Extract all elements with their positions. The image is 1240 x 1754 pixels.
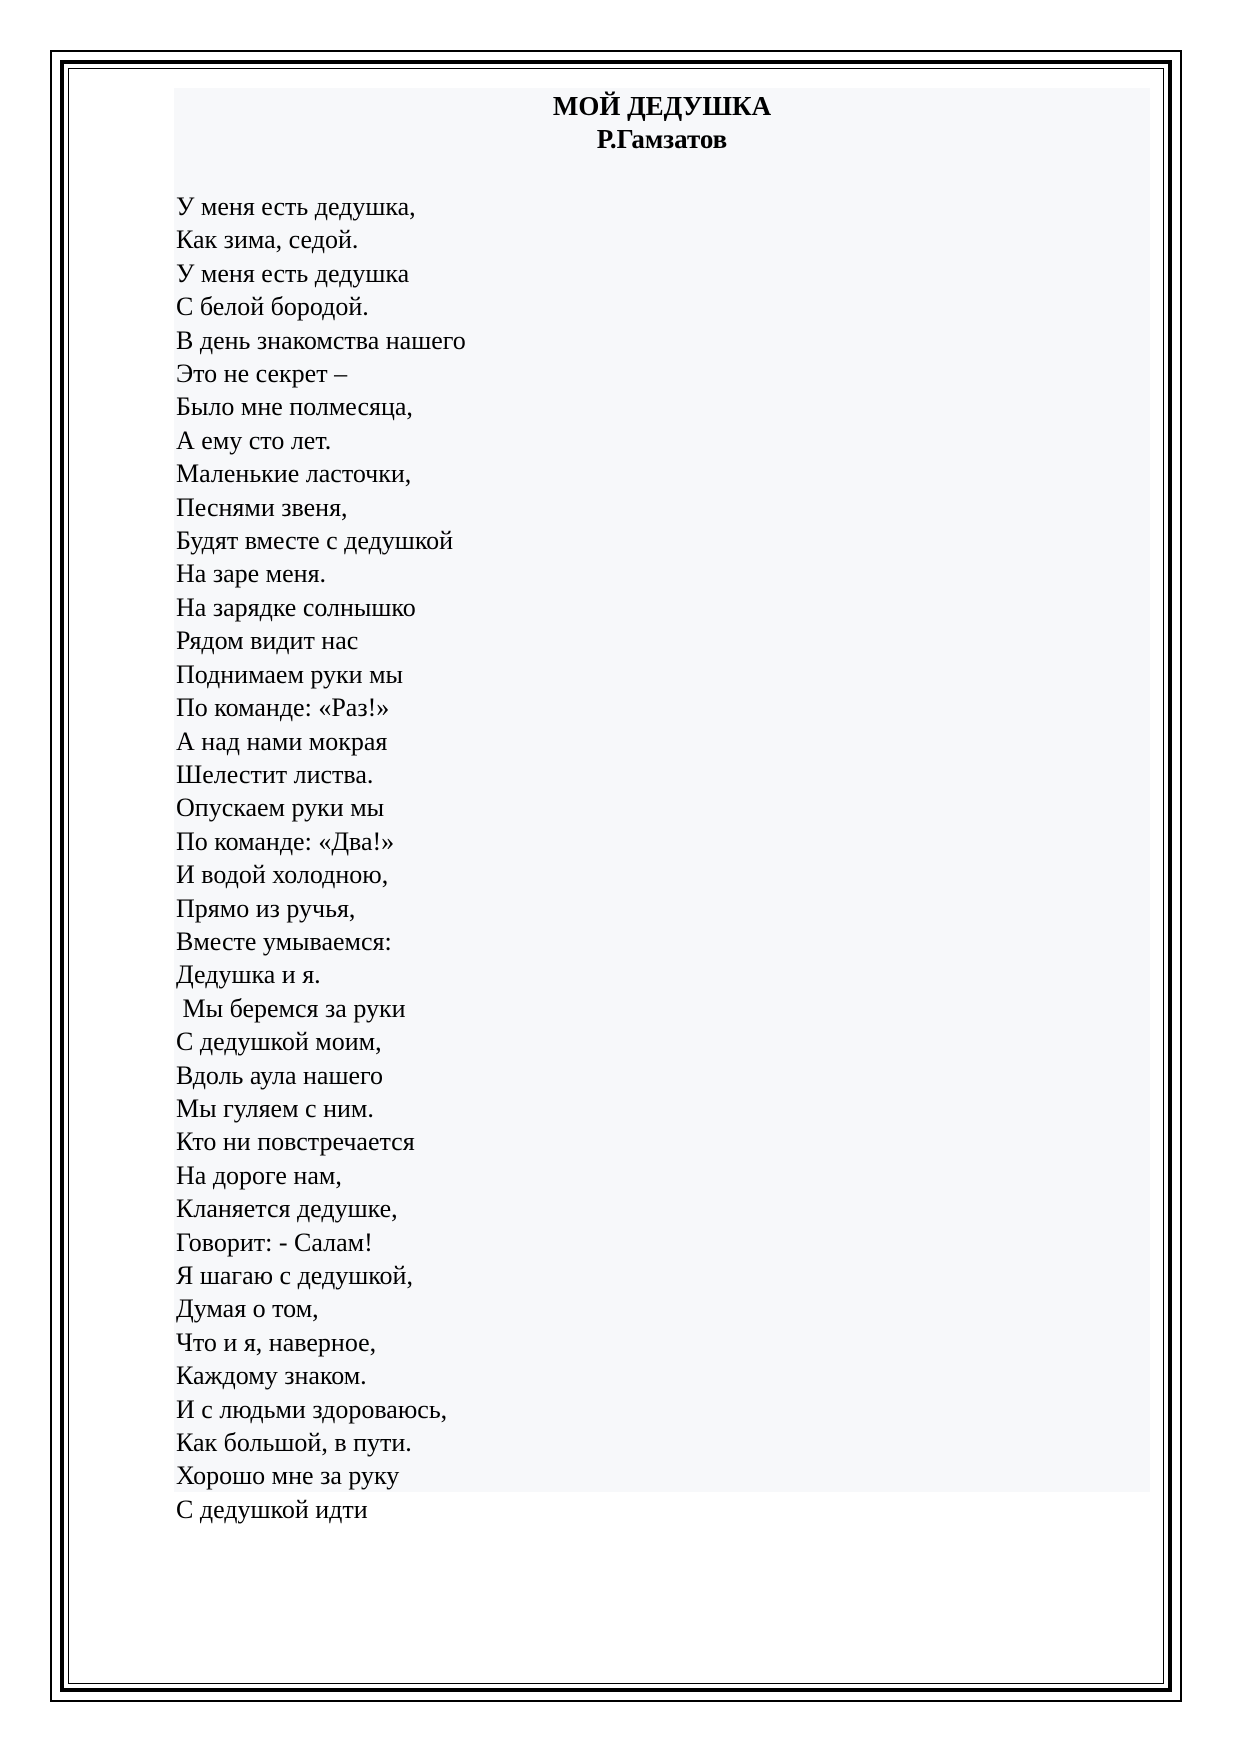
poem-line: Что и я, наверное,	[176, 1327, 377, 1357]
poem-line: Говорит: - Салам!	[176, 1227, 373, 1257]
poem-line: Я шагаю с дедушкой,	[176, 1261, 413, 1290]
poem-line: Маленькие ласточки,	[176, 459, 412, 489]
poem-line: С дедушкой моим,	[176, 1027, 382, 1057]
poem-line: Вдоль аула нашего	[176, 1060, 384, 1090]
poem-line: Кланяется дедушке,	[176, 1194, 398, 1224]
poem-line: На зарядке солнышко	[176, 592, 416, 622]
poem-line: Как большой, в пути.	[176, 1428, 412, 1458]
poem-line: Будят вместе с дедушкой	[176, 526, 454, 556]
poem-line: Кто ни повстречается	[176, 1127, 415, 1157]
poem-line: На дороге нам,	[176, 1160, 342, 1190]
poem-line: У меня есть дедушка	[176, 258, 410, 288]
poem-line: Мы беремся за руки	[176, 993, 406, 1023]
poem-line: Поднимаем руки мы	[176, 659, 404, 689]
poem-line: А ему сто лет.	[176, 425, 332, 455]
poem-line: Было мне полмесяца,	[176, 392, 413, 422]
poem-line: Как зима, седой.	[176, 225, 359, 255]
poem-line: Думая о том,	[176, 1294, 319, 1324]
poem-line: А над нами мокрая	[176, 726, 388, 756]
poem-line: Каждому знаком.	[176, 1361, 367, 1391]
poem-line: Это не секрет –	[176, 359, 348, 389]
poem-line: Хорошо мне за руку	[176, 1461, 400, 1491]
poem-body	[176, 190, 466, 1526]
poem-line: Опускаем руки мы	[176, 793, 385, 823]
poem-line: На заре меня.	[176, 559, 327, 589]
poem-line: Мы гуляем с ним.	[176, 1093, 374, 1123]
poem-line: С белой бородой.	[176, 292, 369, 322]
poem-line: По команде: «Два!»	[176, 826, 395, 856]
poem-line: По команде: «Раз!»	[176, 693, 390, 723]
poem-line: Прямо из ручья,	[176, 893, 356, 923]
poem-line: Дедушка и я.	[176, 960, 321, 990]
poem-title: МОЙ ДЕДУШКА	[552, 91, 772, 121]
poem-line: В день знакомства нашего	[176, 325, 466, 355]
poem-line: С дедушкой идти	[176, 1494, 368, 1524]
poem-line: И водой холодною,	[176, 860, 389, 890]
poem-line: И с людьми здороваюсь,	[176, 1394, 448, 1424]
poem-line: Шелестит листва.	[176, 759, 374, 789]
poem-line: Вместе умываемся:	[176, 926, 392, 956]
poem-line: Рядом видит нас	[176, 626, 359, 656]
poem-line: Песнями звеня,	[176, 492, 348, 522]
poem-line: У меня есть дедушка,	[176, 192, 416, 221]
poem-author: Р.Гамзатов	[596, 124, 728, 154]
